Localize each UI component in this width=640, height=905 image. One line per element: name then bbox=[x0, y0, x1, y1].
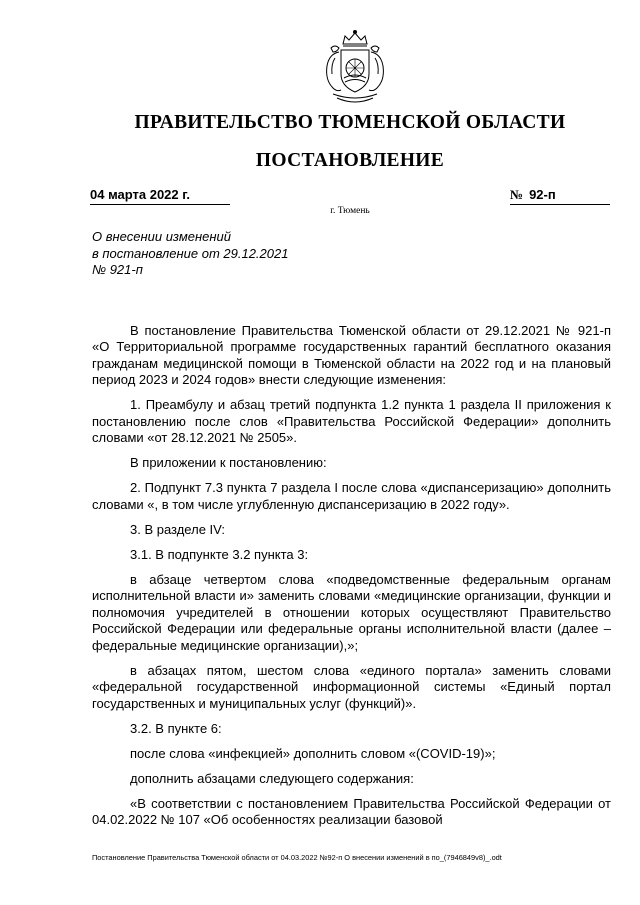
document-date: 04 марта 2022 г. bbox=[90, 186, 230, 205]
body-paragraph: 3.1. В подпункте 3.2 пункта 3: bbox=[130, 546, 309, 562]
body-paragraph: 3.2. В пункте 6: bbox=[130, 720, 222, 736]
body-paragraph: 2. Подпункт 7.3 пункта 7 раздела I после слова «диспансеризацию» дополнить словами «, в том числе углубленную диспансеризацию в 2022 году». bbox=[92, 480, 611, 512]
document-body bbox=[92, 323, 611, 837]
subject-line: в постановление от 29.12.2021 bbox=[92, 245, 289, 261]
issuing-city: г. Тюмень bbox=[330, 206, 370, 216]
body-paragraph: «В соответствии с постановлением Правительства Российской Федерации от 04.02.2022 № 107 «Об особенностях реализации базовой bbox=[92, 795, 611, 828]
number-sign: № bbox=[510, 187, 524, 202]
page-footer: Постановление Правительства Тюменской области от 04.03.2022 №92-п О внесении изменений в по_(7946849v8)_.odt bbox=[92, 853, 502, 862]
document-number: 92-п bbox=[529, 187, 556, 202]
document-subject bbox=[92, 229, 372, 279]
body-paragraph: в абзаце четвертом слова «подведомственные федеральным органам исполнительной власти и» заменить словами «медицинские организации, функции и полномочия учредителей в отношении которых осуществляют Правительство Российской Федерации или федеральные органы исполнительной власти (далее – федеральные медицинские организации),»; bbox=[92, 572, 611, 653]
document-number-field bbox=[510, 186, 610, 205]
subject-line: О внесении изменений bbox=[92, 229, 231, 244]
body-paragraph: после слова «инфекцией» дополнить словом «(COVID-19)»; bbox=[130, 745, 496, 761]
body-paragraph: 1. Преамбулу и абзац третий подпункта 1.2 пункта 1 раздела II приложения к постановлению после слов «Правительства Российской Федерации» дополнить словами «от 28.12.2021 № 2505». bbox=[92, 397, 611, 446]
coat-of-arms-icon bbox=[313, 28, 397, 112]
government-title: ПРАВИТЕЛЬСТВО ТЮМЕНСКОЙ ОБЛАСТИ bbox=[134, 112, 566, 133]
body-paragraph: В приложении к постановлению: bbox=[130, 455, 327, 471]
body-paragraph: дополнить абзацами следующего содержания: bbox=[130, 770, 414, 786]
document-type-title: ПОСТАНОВЛЕНИЕ bbox=[255, 150, 445, 171]
subject-line: № 921-п bbox=[92, 262, 143, 277]
body-paragraph: В постановление Правительства Тюменской области от 29.12.2021 № 921-п «О Территориальной программе государственных гарантий бесплатного оказания гражданам медицинской помощи в Тюменской области на 2022 год и на плановый период 2023 и 2024 годов» внести следующие изменения: bbox=[92, 323, 611, 388]
body-paragraph: в абзацах пятом, шестом слова «единого портала» заменить словами «федеральной государственной информационной системы «Единый портал государственных и муниципальных услуг (функций)». bbox=[92, 662, 611, 711]
body-paragraph: 3. В разделе IV: bbox=[130, 521, 225, 537]
